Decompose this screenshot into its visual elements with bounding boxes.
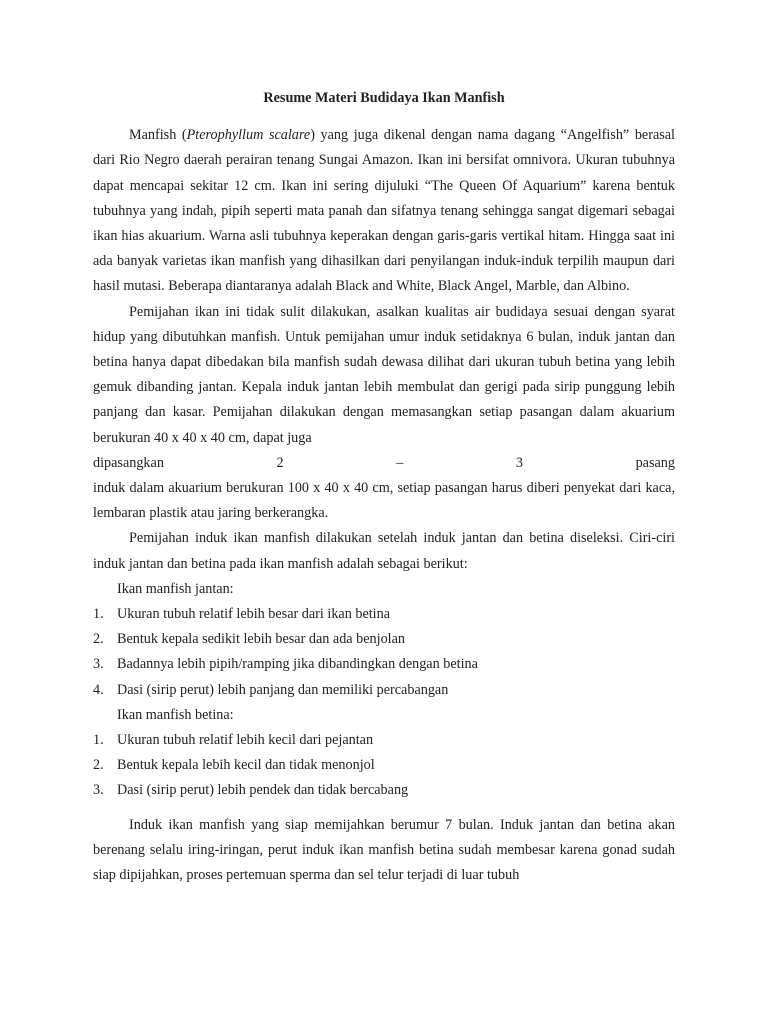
list-number: 3. — [93, 782, 104, 799]
female-heading: Ikan manfish betina: — [117, 706, 234, 723]
list-item — [93, 778, 675, 803]
paragraph-spacer — [93, 804, 675, 813]
paragraph-intro-start: Manfish ( — [129, 127, 187, 144]
paragraph-intro-rest: ) yang juga dikenal dengan nama dagang “Angelfish” berasal dari Rio Negro daerah perairan tenang Sungai Amazon. Ikan ini bersifat omnivora. Ukuran tubuhnya dapat mencapai sekitar 12 cm. Ikan ini sering dijuluki “The Queen Of Aquarium” karena bentuk tubuhnya yang indah, pipih seperti mata panah dan sifatnya tenang sehingga sangat digemari sebagai ikan hias akuarium. Warna asli tubuhnya keperakan dengan garis-garis vertikal hitam. Hingga saat ini ada banyak varietas ikan manfish yang dihasilkan dari penyilangan induk-induk terpilih maupun dari hasil mutasi. Beberapa diantaranya adalah Black and White, Black Angel, Marble, dan Albino. — [93, 127, 675, 295]
list-number: 2. — [93, 757, 104, 774]
paragraph-selection: Pemijahan induk ikan manfish dilakukan setelah induk jantan dan betina diseleksi. Ciri-ciri induk jantan dan betina pada ikan manfish adalah sebagai berikut: — [93, 530, 675, 572]
spread-word: dipasangkan — [93, 454, 164, 471]
spread-word: 2 — [276, 454, 284, 471]
list-item — [93, 728, 675, 753]
list-text: Ukuran tubuh relatif lebih kecil dari pejantan — [117, 732, 374, 749]
list-item — [93, 627, 675, 652]
list-text: Bentuk kepala lebih kecil dan tidak menonjol — [117, 757, 375, 774]
list-number: 1. — [93, 732, 104, 749]
spread-word: – — [396, 454, 404, 471]
list-text: Dasi (sirip perut) lebih pendek dan tidak bercabang — [117, 782, 409, 799]
list-number: 1. — [93, 606, 104, 623]
list-item — [93, 652, 675, 677]
male-heading: Ikan manfish jantan: — [117, 580, 234, 597]
list-text: Ukuran tubuh relatif lebih besar dari ikan betina — [117, 606, 391, 623]
document-title: Resume Materi Budidaya Ikan Manfish — [263, 90, 505, 106]
list-item — [93, 753, 675, 778]
spread-word: 3 — [515, 454, 523, 471]
list-text: Badannya lebih pipih/ramping jika dibandingkan dengan betina — [117, 656, 478, 673]
list-number: 3. — [93, 656, 104, 673]
list-item — [93, 602, 675, 627]
list-number: 4. — [93, 681, 104, 698]
list-text: Dasi (sirip perut) lebih panjang dan memiliki percabangan — [117, 681, 449, 698]
scientific-name: Pterophyllum scalare — [186, 127, 311, 144]
list-item — [93, 678, 675, 703]
list-text: Bentuk kepala sedikit lebih besar dan ada benjolan — [117, 631, 405, 648]
female-traits-list — [93, 728, 675, 804]
paragraph-spawning: Pemijahan ikan ini tidak sulit dilakukan, asalkan kualitas air budidaya sesuai dengan syarat hidup yang dibutuhkan manfish. Untuk pemijahan umur induk setidaknya 6 bulan, induk jantan dan betina hanya dapat dibedakan bila manfish sudah dewasa dilihat dari ukuran tubuh betina yang lebih gemuk dibanding jantan. Kepala induk jantan lebih membulat dan gerigi pada sirip punggung lebih panjang dan kasar. Pemijahan dilakukan dengan memasangkan setiap pasangan dalam akuarium berukuran 40 x 40 x 40 cm, dapat juga — [93, 303, 675, 446]
male-traits-list — [93, 602, 675, 703]
paragraph-spawning-tail: induk dalam akuarium berukuran 100 x 40 x 40 cm, setiap pasangan harus diberi penyekat dari kaca, lembaran plastik atau jaring berkerangka. — [93, 480, 675, 522]
list-number: 2. — [93, 631, 104, 648]
spread-word: pasang — [635, 454, 675, 471]
paragraph-breeding-age: Induk ikan manfish yang siap memijahkan berumur 7 bulan. Induk jantan dan betina akan berenang selalu iring-iringan, perut induk ikan manfish betina sudah membesar karena gonad sudah siap dipijahkan, proses pertemuan sperma dan sel telur terjadi di luar tubuh — [93, 816, 675, 884]
document-page — [93, 86, 675, 888]
paragraph-spawning-spread-line — [93, 451, 675, 476]
paragraph-intro — [93, 123, 675, 299]
